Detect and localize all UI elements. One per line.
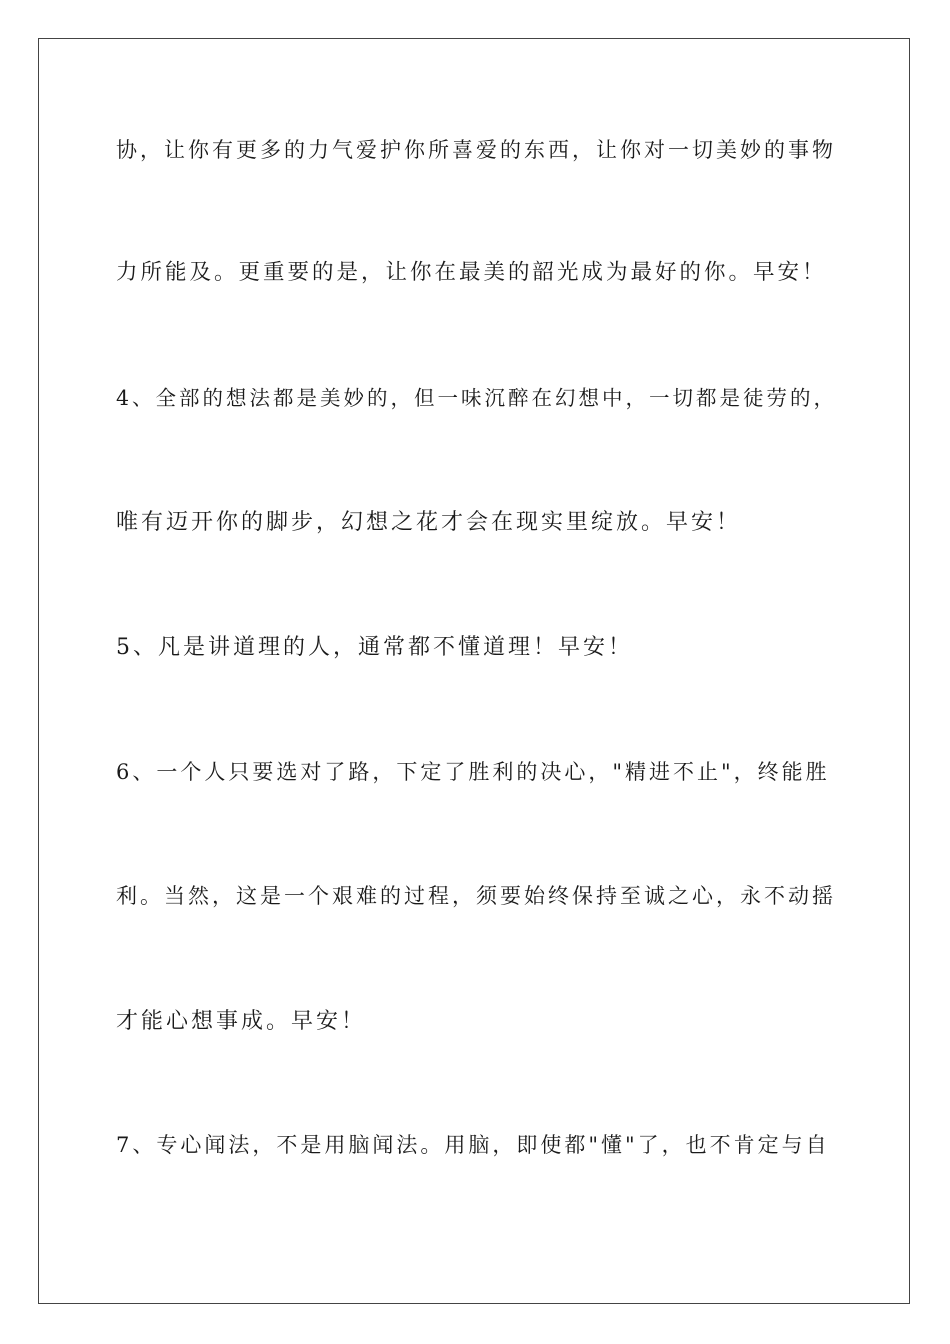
paragraph-line-5: 5、凡是讲道理的人，通常都不懂道理！早安！ — [116, 635, 633, 660]
paragraph-line-9: 7、专心闻法，不是用脑闻法。用脑，即使都"懂"了，也不肯定与自 — [116, 1133, 830, 1157]
paragraph-line-8: 才能心想事成。早安！ — [116, 1009, 367, 1034]
paragraph-line-4: 唯有迈开你的脚步，幻想之花才会在现实里绽放。早安！ — [116, 510, 742, 535]
paragraph-line-3: 4、全部的想法都是美妙的，但一味沉醉在幻想中，一切都是徒劳的， — [116, 386, 838, 410]
paragraph-line-6: 6、一个人只要选对了路，下定了胜利的决心，"精进不止"，终能胜 — [116, 760, 830, 784]
paragraph-line-2: 力所能及。更重要的是，让你在最美的韶光成为最好的你。早安！ — [116, 260, 827, 285]
page-border — [38, 38, 910, 1304]
paragraph-line-7: 利。当然，这是一个艰难的过程，须要始终保持至诚之心，永不动摇 — [116, 884, 836, 908]
paragraph-line-1: 协，让你有更多的力气爱护你所喜爱的东西，让你对一切美妙的事物 — [116, 138, 836, 162]
